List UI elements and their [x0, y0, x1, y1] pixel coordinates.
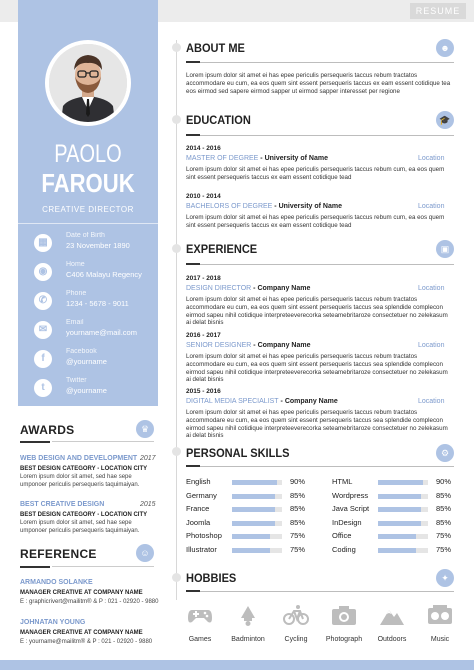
skill-bar — [378, 521, 428, 526]
contact-value: 23 November 1890 — [66, 241, 130, 250]
bicycle-icon — [283, 604, 309, 626]
facebook-icon: f — [34, 350, 52, 368]
skill-name: Photoshop — [186, 531, 222, 541]
skill-name: Germany — [186, 490, 217, 500]
skill-bar — [378, 507, 428, 512]
hobby-label: Music — [430, 636, 450, 643]
skill-percent: 75% — [436, 545, 452, 554]
skill-percent: 90% — [436, 477, 452, 486]
reference-role: MANAGER CREATIVE AT COMPANY NAME — [20, 630, 143, 636]
skill-name: Coding — [332, 545, 356, 554]
contact-label: Twitter — [66, 377, 87, 384]
education-text: Lorem ipsum dolor sit amet ei has epee periculis persequeris taccus rebum cum, ea eos quem sint essent persequeris taccus ex eam essent cotidique tead — [186, 214, 445, 229]
experience-role: SENIOR DESIGNER — [186, 342, 252, 349]
education-rule — [186, 135, 454, 136]
experience-company: - Company Name — [278, 398, 338, 405]
contact-label: Email — [66, 319, 84, 326]
skill-percent: 85% — [436, 517, 452, 527]
about-heading: ABOUT ME — [186, 41, 245, 55]
job-title: CREATIVE DIRECTOR — [42, 205, 134, 214]
education-degree-line — [186, 203, 342, 210]
hobbies-rule — [186, 591, 454, 592]
reference-name: ARMANDO SOLANKE — [20, 579, 93, 586]
contact-dob — [34, 232, 158, 256]
skill-bar-fill — [378, 494, 421, 499]
experience-location: Location — [418, 342, 445, 349]
hobby-music — [415, 604, 465, 643]
contact-label: Date of Birth — [66, 232, 105, 239]
email-icon: ✉ — [34, 321, 52, 339]
award-subtitle: BEST DESIGN CATEGORY - LOCATION CITY — [20, 512, 148, 518]
reference-contact: E : graphicrivert@mailitm® & P : 021 - 02920 - 9880 — [20, 599, 159, 605]
skill-bar — [232, 534, 282, 539]
education-location: Location — [418, 203, 445, 210]
experience-role-line — [186, 342, 310, 349]
skill-percent: 85% — [436, 490, 452, 500]
skill-bar-fill — [232, 548, 270, 553]
about-rule — [186, 62, 454, 63]
graduation-cap-icon: 🎓 — [436, 111, 454, 129]
skill-name: HTML — [332, 477, 353, 486]
contact-label: Facebook — [66, 348, 97, 355]
skills-rule — [186, 466, 454, 467]
education-school: - University of Name — [258, 155, 328, 162]
skill-percent: 75% — [290, 545, 306, 554]
contact-value: 1234 - 5678 - 9011 — [66, 299, 129, 308]
skill-bar — [378, 494, 428, 499]
contact-label: Phone — [66, 290, 87, 297]
experience-role: DESIGN DIRECTOR — [186, 285, 252, 292]
skill-bar-fill — [232, 507, 275, 512]
skill-name: Java Script — [332, 504, 370, 514]
skill-bar-fill — [378, 534, 416, 539]
skill-bar-fill — [232, 480, 277, 485]
bottom-bar — [0, 660, 474, 670]
sidebar-divider — [18, 223, 158, 224]
skill-percent: 85% — [290, 504, 306, 514]
contact-phone — [34, 290, 158, 314]
award-year: 2017 — [140, 455, 156, 462]
experience-rule-accent — [186, 263, 200, 265]
skill-name: France — [186, 504, 210, 514]
experience-years: 2017 - 2018 — [186, 275, 221, 282]
briefcase-icon: ▣ — [436, 240, 454, 258]
skill-name: Joomla — [186, 517, 211, 527]
music-icon — [427, 604, 453, 626]
award-year: 2015 — [140, 501, 156, 508]
trophy-icon: ♛ — [136, 420, 154, 438]
skill-bar-fill — [378, 480, 423, 485]
timeline-node — [172, 115, 181, 124]
hobbies-rule-accent — [186, 590, 200, 592]
skill-name: Wordpress — [332, 490, 369, 500]
hobby-cycling — [271, 604, 321, 643]
experience-location: Location — [418, 285, 445, 292]
experience-text: Lorem ipsum dolor sit amet ei has epee periculis persequeris taccus rebum tractatos accommodare eu cum, ea eos quem sint essent persequeris taccus sea splendide complecon eirmod sapeu nihil cotidique interpreteeverecorka seteamebritaroze consectetuer no zelekasum ai delat bisnis — [186, 353, 448, 384]
education-degree-line — [186, 155, 328, 162]
reference-role: MANAGER CREATIVE AT COMPANY NAME — [20, 590, 143, 596]
awards-heading: AWARDS — [20, 423, 75, 437]
awards-rule — [20, 441, 50, 443]
hobby-games — [175, 604, 225, 643]
resume-tag: RESUME — [410, 3, 466, 19]
experience-company: - Company Name — [251, 285, 311, 292]
reference-rule — [20, 566, 50, 568]
profile-photo-frame — [45, 40, 131, 126]
education-text: Lorem ipsum dolor sit amet ei has epee periculis persequeris taccus rebum cum, ea eos quem sint essent persequeris taccus ex eam essent cotidique tead — [186, 166, 445, 181]
awards-rule-light — [52, 441, 154, 442]
about-text: Lorem ipsum dolor sit amet ei has epee periculis persequeris taccus rebum tractatos accommodare eu cum, ea eos quem sint essent persequeris taccus ex eam essent cotidique tea eos eirmod sed sapere eirmod sapper ut eirmod sapper interesset per regione — [186, 72, 451, 95]
education-years: 2010 - 2014 — [186, 193, 221, 200]
timeline-node — [172, 43, 181, 52]
education-degree: BACHELORS OF DEGREE — [186, 203, 273, 210]
skill-name: English — [186, 477, 211, 486]
award-description: Lorem ipsum dolor sit amet, sed hae sepe umponoer periculis persequeris taquimaiyan. — [20, 520, 140, 534]
hobby-photograph — [319, 604, 369, 643]
person-portrait-icon — [49, 44, 127, 122]
education-years: 2014 - 2016 — [186, 145, 221, 152]
skill-bar-fill — [378, 521, 421, 526]
contact-email — [34, 319, 158, 343]
reference-heading: REFERENCE — [20, 547, 97, 561]
contact-label: Home — [66, 261, 85, 268]
timeline-node — [172, 447, 181, 456]
gamepad-icon — [187, 604, 213, 626]
experience-company: - Company Name — [251, 342, 311, 349]
contact-value[interactable]: @yourname — [66, 357, 107, 366]
hobby-label: Photograph — [325, 636, 363, 643]
skill-bar — [378, 480, 428, 485]
experience-rule — [186, 264, 454, 265]
skills-rule-accent — [186, 465, 200, 467]
profile-photo — [49, 44, 127, 122]
skill-bar — [378, 534, 428, 539]
skill-bar — [232, 521, 282, 526]
user-icon: ☻ — [436, 39, 454, 57]
skill-bar-fill — [232, 521, 275, 526]
skill-bar — [378, 548, 428, 553]
skills-heading: PERSONAL SKILLS — [186, 446, 290, 460]
contact-facebook — [34, 348, 158, 372]
education-rule-accent — [186, 134, 200, 136]
experience-years: 2016 - 2017 — [186, 332, 221, 339]
skill-bar — [232, 507, 282, 512]
skill-percent: 90% — [290, 477, 306, 486]
experience-role-line — [186, 285, 310, 292]
sidebar — [18, 0, 158, 406]
timeline-node — [172, 244, 181, 253]
skill-percent: 85% — [290, 517, 306, 527]
about-rule-accent — [186, 61, 200, 63]
contact-value: C406 Malayu Regency — [66, 270, 142, 279]
hobby-label: Outdoors — [377, 636, 407, 643]
contact-value[interactable]: yourname@mail.com — [66, 328, 137, 337]
phone-icon: ✆ — [34, 292, 52, 310]
experience-text: Lorem ipsum dolor sit amet ei has epee periculis persequeris taccus rebum tractatos accommodare eu cum, ea eos quem sint essent persequeris taccus sea splendide complecon eirmod sapeu nihil cotidique interpreteeverecorka seteamebritaroze consectetuer no zelekasum ai delat bisnis — [186, 296, 448, 327]
experience-role: DIGITAL MEDIA SPECIALIST — [186, 398, 279, 405]
award-description: Lorem ipsum dolor sit amet, sed hae sepe umponoer periculis persequeris taquimaiyan. — [20, 474, 140, 488]
education-heading: EDUCATION — [186, 113, 251, 127]
timeline-node — [172, 573, 181, 582]
reference-contact: E : yourname@mailitm® & P : 021 - 02920 - 9880 — [20, 639, 153, 645]
experience-text: Lorem ipsum dolor sit amet ei has epee periculis persequeris taccus rebum tractatos accommodare eu cum, ea eos quem sint essent persequeris taccus sea splendide complecon eirmod sapeu nihil cotidique interpreteeverecorka seteamebritaroze consectetuer no zelekasum ai delat bisnis — [186, 409, 448, 440]
skill-bar — [232, 480, 282, 485]
reference-name: JOHNATAN YOUNG — [20, 619, 86, 626]
last-name: FAROUK — [41, 168, 135, 198]
hobby-outdoors — [367, 604, 417, 643]
contact-home — [34, 261, 158, 285]
mountain-icon — [379, 604, 405, 626]
hobby-badminton — [223, 604, 273, 643]
skill-percent: 85% — [290, 490, 306, 500]
location-pin-icon: ◉ — [34, 263, 52, 281]
skill-percent: 85% — [436, 504, 452, 514]
skill-bar-fill — [378, 548, 416, 553]
timeline-line — [176, 40, 177, 600]
skill-bar — [232, 494, 282, 499]
experience-years: 2015 - 2016 — [186, 388, 221, 395]
education-location: Location — [418, 155, 445, 162]
experience-role-line — [186, 398, 338, 405]
camera-icon — [331, 604, 357, 626]
hobbies-heading: HOBBIES — [186, 571, 237, 585]
education-degree: MASTER OF DEGREE — [186, 155, 259, 162]
education-school: - University of Name — [272, 203, 342, 210]
skill-bar-fill — [232, 494, 275, 499]
first-name: PAOLO — [54, 140, 122, 168]
hobby-label: Games — [188, 636, 212, 643]
experience-heading: EXPERIENCE — [186, 242, 258, 256]
badminton-icon — [235, 604, 261, 626]
gear-icon: ⚙ — [436, 444, 454, 462]
award-title: WEB DESIGN AND DEVELOPMENT — [20, 455, 138, 462]
hobby-label: Cycling — [284, 636, 308, 643]
twitter-icon: t — [34, 379, 52, 397]
reference-rule-light — [52, 566, 154, 567]
hobbies-icon: ✦ — [436, 569, 454, 587]
contact-value[interactable]: @yourname — [66, 386, 107, 395]
contact-twitter — [34, 377, 158, 401]
skill-bar-fill — [232, 534, 270, 539]
skill-bar-fill — [378, 507, 421, 512]
people-icon: ☺ — [136, 544, 154, 562]
skill-percent: 75% — [436, 531, 452, 541]
skill-name: Illustrator — [186, 545, 217, 554]
skill-name: InDesign — [332, 517, 362, 527]
award-subtitle: BEST DESIGN CATEGORY - LOCATION CITY — [20, 466, 148, 472]
experience-location: Location — [418, 398, 445, 405]
award-title: BEST CREATIVE DESIGN — [20, 501, 105, 508]
calendar-icon: ▦ — [34, 234, 52, 252]
skill-bar — [232, 548, 282, 553]
skill-name: Office — [332, 531, 352, 541]
hobby-label: Badminton — [231, 636, 265, 643]
skill-percent: 75% — [290, 531, 306, 541]
